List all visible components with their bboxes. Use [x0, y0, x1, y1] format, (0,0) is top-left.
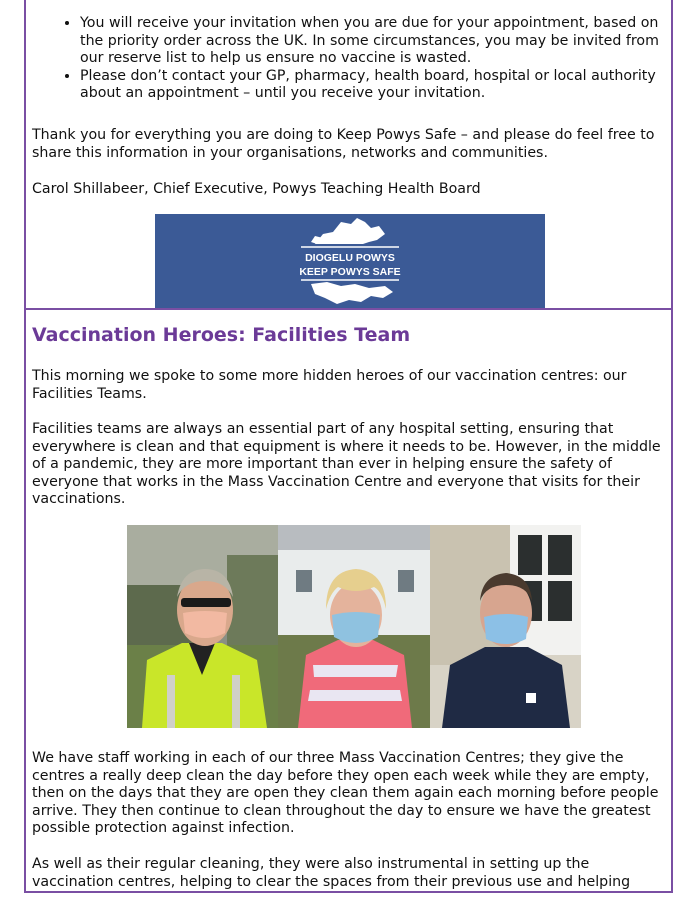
photo-staff-navy-jacket [430, 525, 581, 728]
photo-staff-hi-vis [127, 525, 278, 728]
facilities-paragraph: Facilities teams are always an essential part of any hospital setting, ensuring that everywhere is clean and that equipment is where it needs to be. However, in the middle of a pandemic, they are more important than ever in helping ensure the safety of everyone that works in the Mass Vaccination Centre and everyone that visits for their vaccinations. [32, 421, 661, 507]
bullet-dont-contact: • Please don’t contact your GP, pharmacy, health board, hospital or local authority about an appointment – until you receive your invitation. [80, 68, 665, 103]
intro-paragraph: This morning we spoke to some more hidden heroes of our vaccination centres: our Facilities Teams. [32, 368, 627, 402]
powys-map-logo-icon [155, 214, 545, 308]
facilities-team-photos [127, 525, 581, 728]
thank-you-paragraph: Thank you for everything you are doing to Keep Powys Safe – and please do feel free to share this information in your organisations, networks and communities. [32, 127, 655, 161]
setup-paragraph: As well as their regular cleaning, they were also instrumental in setting up the vaccination centres, helping to clear the spaces from their previous use and helping [32, 856, 631, 890]
vaccination-heroes-section [24, 309, 673, 893]
deep-clean-paragraph: We have staff working in each of our three Mass Vaccination Centres; they give the centres a really deep clean the day before they open each week while they are empty, then on the days that they are open they clean them again each morning before people arrive. They then continue to clean throughout the day to ensure we have the greatest possible protection against infection. [32, 750, 659, 836]
info-bullet-list [26, 15, 665, 103]
photo-staff-pink-top [278, 525, 430, 728]
signature-line: Carol Shillabeer, Chief Executive, Powys Teaching Health Board [32, 181, 481, 197]
bullet-invitation: • You will receive your invitation when you are due for your appointment, based on the priority order across the UK. In some circumstances, you may be invited from our reserve list to help us ensure no vaccine is wasted. [80, 15, 665, 68]
keep-powys-safe-banner [155, 214, 545, 308]
banner-line-english: KEEP POWYS SAFE [299, 266, 401, 278]
section-heading: Vaccination Heroes: Facilities Team [32, 324, 411, 346]
banner-line-welsh: DIOGELU POWYS [305, 252, 395, 264]
leadership-update-section [24, 0, 673, 310]
